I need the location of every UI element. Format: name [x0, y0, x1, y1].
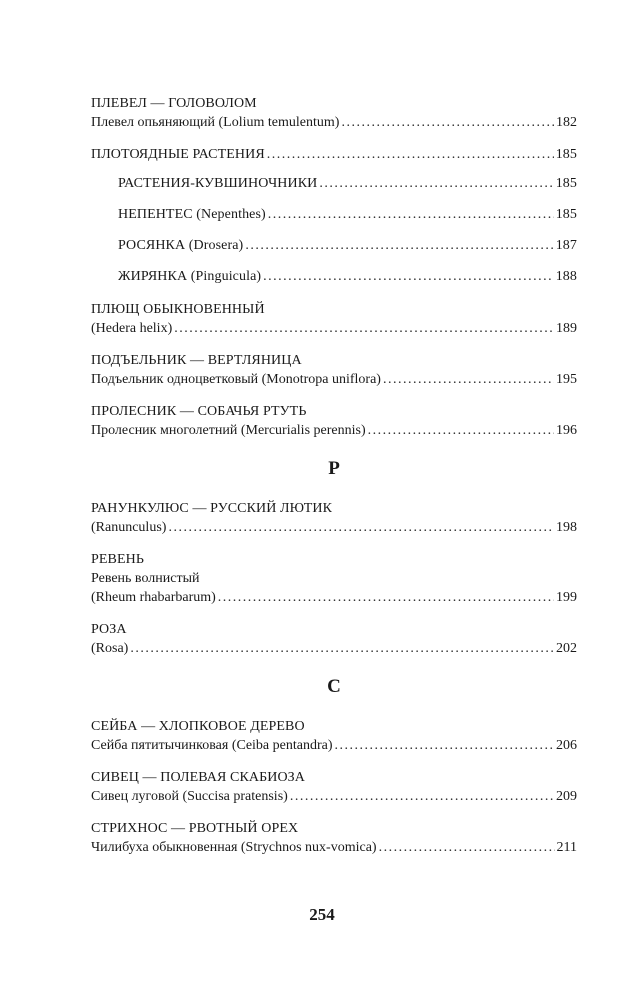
dot-leader [263, 267, 554, 286]
dot-leader [319, 174, 553, 193]
toc-entry [91, 499, 577, 537]
toc-line [118, 236, 577, 255]
entry-title: (Rosa) [91, 641, 129, 656]
dot-leader [267, 145, 554, 164]
toc-subentry [91, 174, 577, 193]
dot-leader [268, 205, 554, 224]
page-ref: 182 [556, 115, 577, 130]
entry-heading: СИВЕЦ — ПОЛЕВАЯ СКАБИОЗА [91, 770, 305, 785]
entry-heading: ПОДЪЕЛЬНИК — ВЕРТЛЯНИЦА [91, 353, 302, 368]
entry-heading: ПЛЕВЕЛ — ГОЛОВОЛОМ [91, 96, 257, 111]
dot-leader [290, 787, 554, 806]
toc-line [91, 518, 577, 537]
page-number: 254 [309, 905, 335, 924]
page-ref: 206 [556, 738, 577, 753]
toc-line [91, 838, 577, 857]
entry-title: (Ranunculus) [91, 520, 167, 535]
page-ref: 185 [555, 176, 577, 191]
toc-line [118, 267, 577, 286]
entry-title: (Rheum rhabarbarum) [91, 590, 216, 605]
toc-subentry [91, 236, 577, 255]
entry-heading: СЕЙБА — ХЛОПКОВОЕ ДЕРЕВО [91, 719, 305, 734]
toc-entry [91, 620, 577, 658]
toc-entry [91, 300, 577, 338]
dot-leader [368, 421, 554, 440]
entry-heading: ПРОЛЕСНИК — СОБАЧЬЯ РТУТЬ [91, 404, 307, 419]
page-ref: 195 [556, 372, 577, 387]
entry-title: РОСЯНКА (Drosera) [118, 238, 244, 253]
page-ref: 196 [556, 423, 577, 438]
toc-line [118, 205, 577, 224]
entry-heading: РАНУНКУЛЮС — РУССКИЙ ЛЮТИК [91, 501, 333, 516]
toc-entry [91, 819, 577, 857]
dot-leader [379, 838, 555, 857]
entry-title: ЖИРЯНКА (Pinguicula) [118, 269, 262, 284]
entry-title: Плевел опьяняющий (Lolium temulentum) [91, 115, 340, 130]
table-of-contents [91, 94, 577, 870]
toc-subentry [91, 267, 577, 286]
toc-line [118, 174, 577, 193]
entry-title: Чилибуха обыкновенная (Strychnos nux-vomica) [91, 840, 377, 855]
dot-leader [383, 370, 554, 389]
toc-line [91, 639, 577, 658]
dot-leader [341, 113, 554, 132]
section-letter: С [327, 676, 341, 697]
dot-leader [218, 588, 554, 607]
entry-title: ПЛОТОЯДНЫЕ РАСТЕНИЯ [91, 147, 265, 162]
page-ref: 198 [556, 520, 577, 535]
entry-title: Пролесник многолетний (Mercurialis perennis) [91, 423, 366, 438]
dot-leader [174, 319, 554, 338]
toc-line [91, 421, 577, 440]
entry-common-name: Ревень волнистый [91, 571, 200, 586]
toc-entry [91, 768, 577, 806]
toc-line [91, 787, 577, 806]
page-ref: 185 [555, 147, 577, 162]
toc-entry [91, 351, 577, 389]
entry-heading: СТРИХНОС — РВОТНЫЙ ОРЕХ [91, 821, 299, 836]
toc-entry [91, 145, 577, 164]
toc-line [91, 588, 577, 607]
toc-entry [91, 94, 577, 132]
entry-title: (Hedera helix) [91, 321, 173, 336]
dot-leader [335, 736, 555, 755]
page-ref: 211 [556, 840, 577, 855]
entry-title: РАСТЕНИЯ-КУВШИНОЧНИКИ [118, 176, 318, 191]
page-ref: 199 [556, 590, 577, 605]
toc-entry [91, 402, 577, 440]
toc-entry [91, 717, 577, 755]
page-ref: 185 [555, 207, 577, 222]
toc-subentry [91, 205, 577, 224]
toc-line [91, 736, 577, 755]
dot-leader [168, 518, 554, 537]
entry-heading: ПЛЮЩ ОБЫКНОВЕННЫЙ [91, 302, 265, 317]
toc-line [91, 113, 577, 132]
page-ref: 187 [555, 238, 577, 253]
entry-title: Сивец луговой (Succisa pratensis) [91, 789, 288, 804]
toc-line [91, 145, 577, 164]
entry-heading: РОЗА [91, 622, 127, 637]
page-ref: 209 [556, 789, 577, 804]
section-letter: Р [328, 458, 340, 479]
entry-title: НЕПЕНТЕС (Nepenthes) [118, 207, 266, 222]
toc-line [91, 319, 577, 338]
page-ref: 202 [556, 641, 577, 656]
dot-leader [130, 639, 554, 658]
entry-heading: РЕВЕНЬ [91, 552, 144, 567]
toc-line [91, 370, 577, 389]
dot-leader [245, 236, 553, 255]
entry-title: Подъельник одноцветковый (Monotropa uniflora) [91, 372, 381, 387]
page-ref: 188 [555, 269, 577, 284]
toc-entry [91, 550, 577, 607]
entry-title: Сейба пятитычинковая (Ceiba pentandra) [91, 738, 333, 753]
page-ref: 189 [556, 321, 577, 336]
